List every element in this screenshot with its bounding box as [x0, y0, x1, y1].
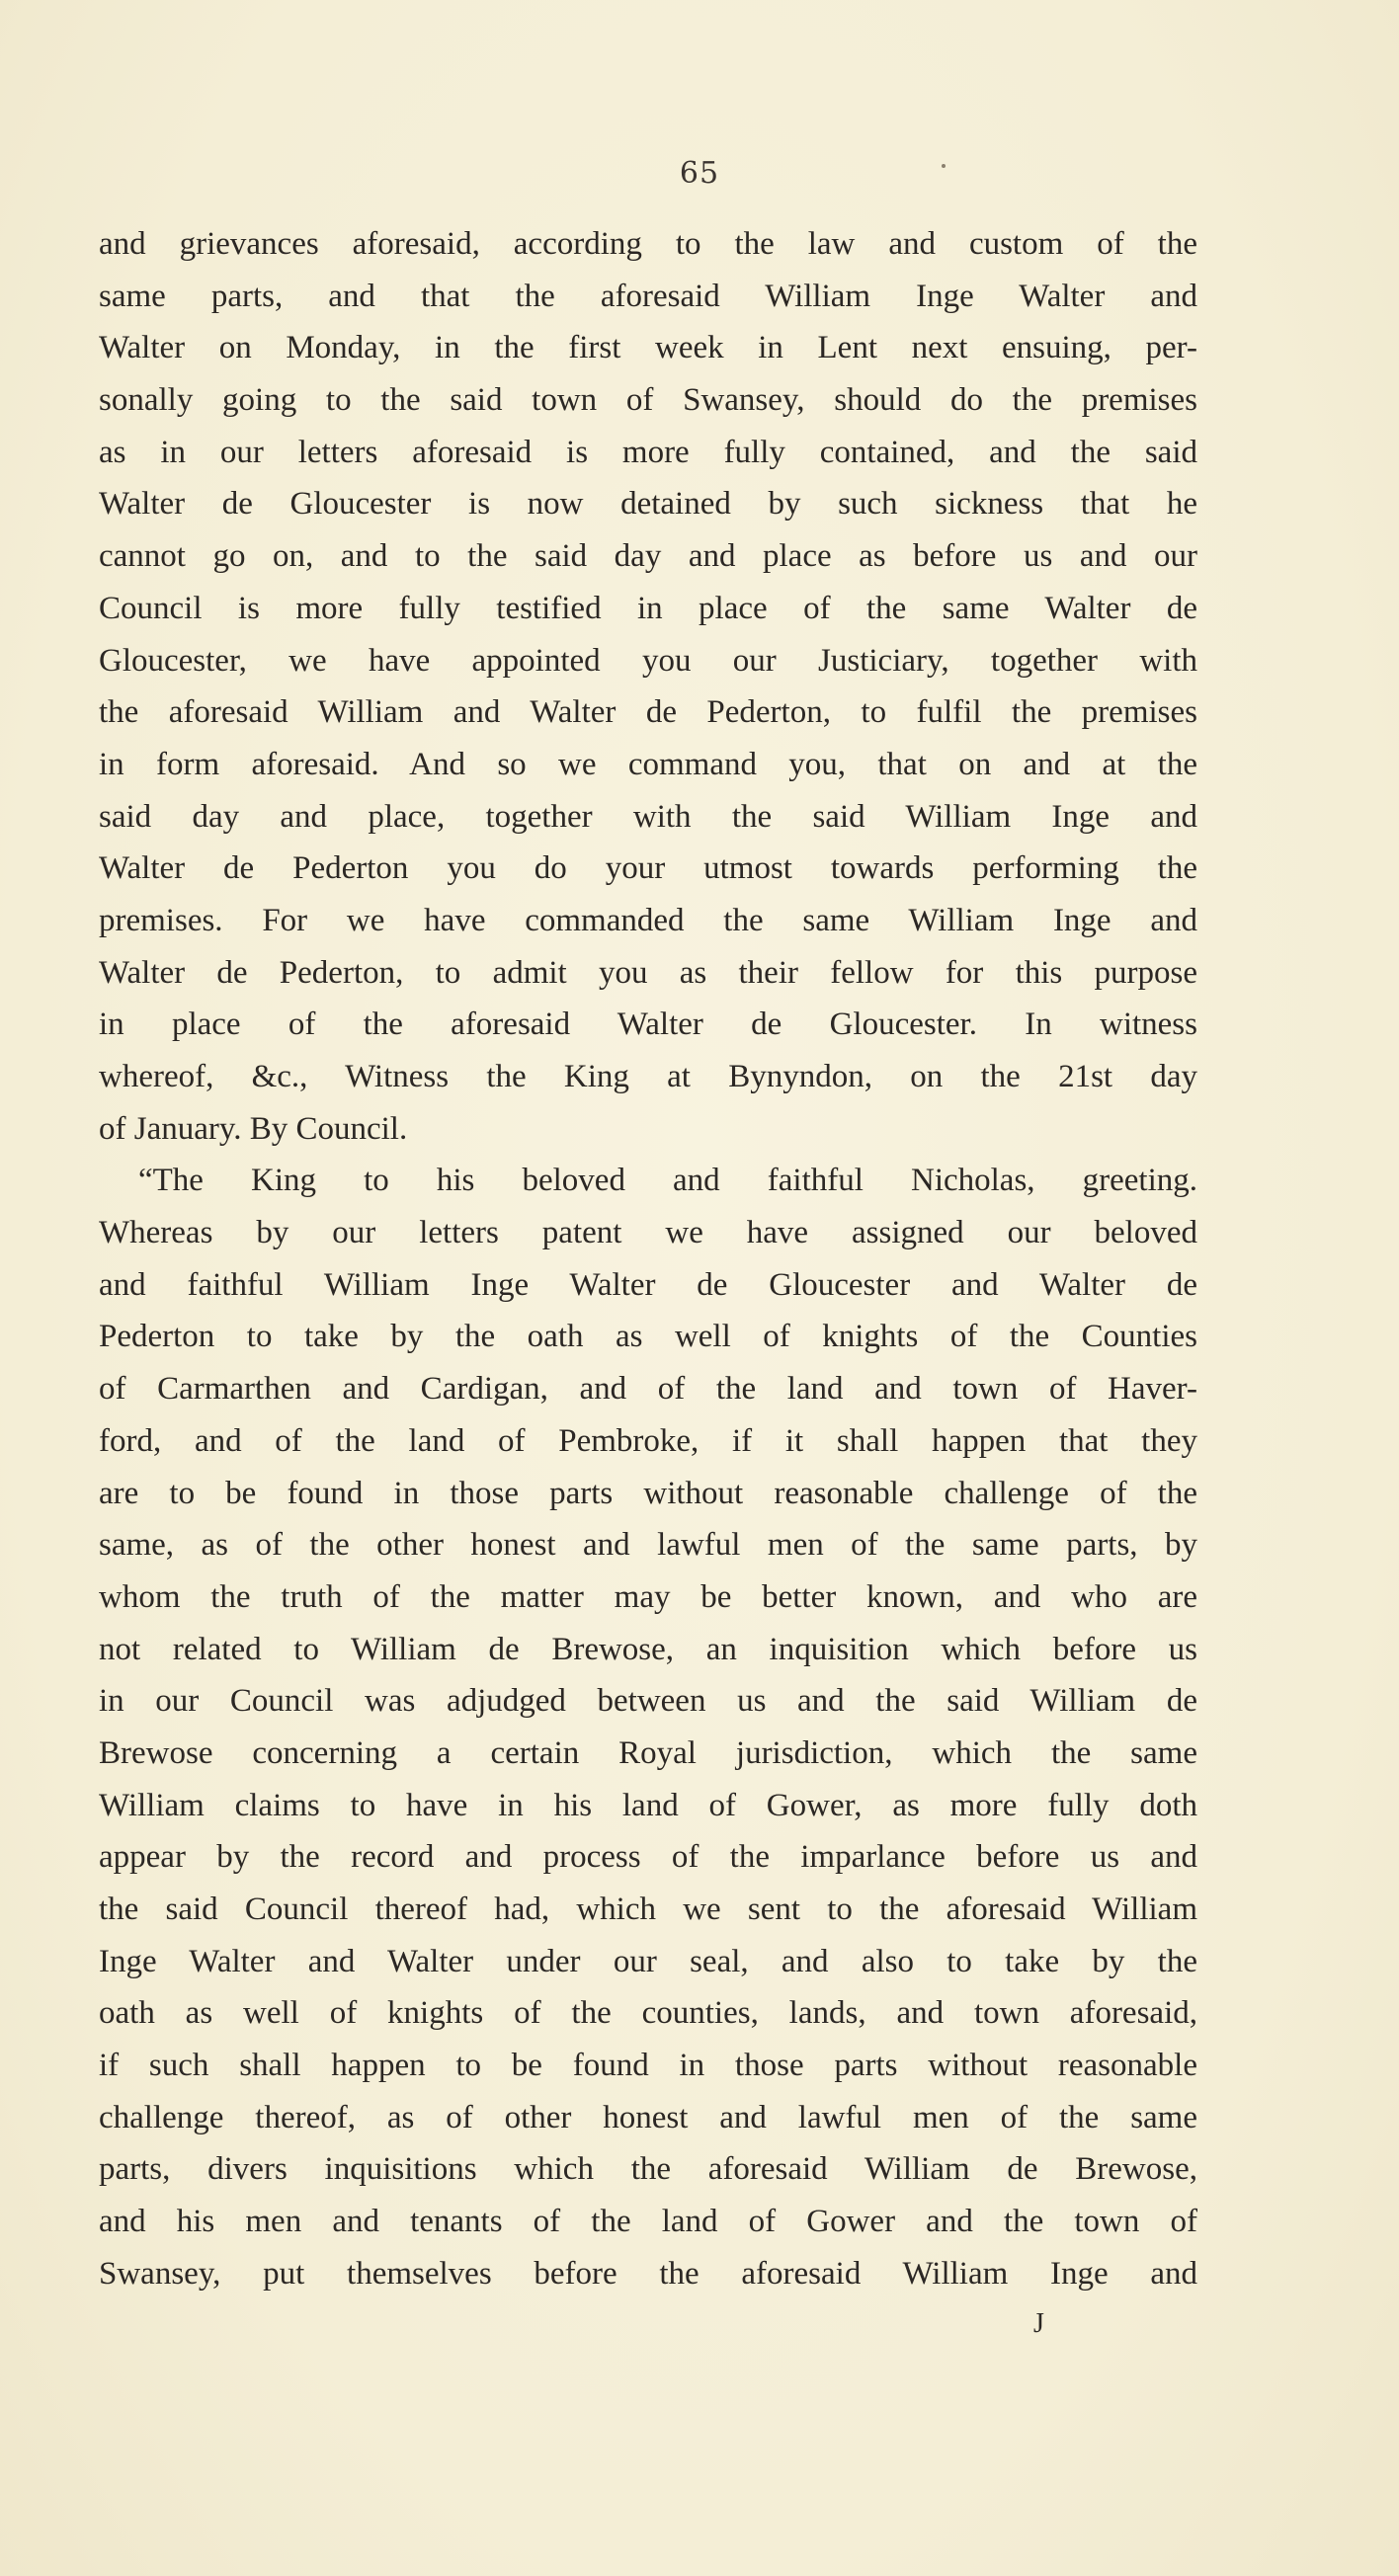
- text-line: same parts, and that the aforesaid William Inge Walter and: [99, 278, 1197, 314]
- page-number: 65: [679, 156, 720, 191]
- text-line: ford, and of the land of Pembroke, if it shall happen that they: [99, 1422, 1197, 1459]
- text-line: if such shall happen to be found in those parts without reasonable: [99, 2048, 1197, 2084]
- text-line: “The King to his beloved and faithful Nicholas, greeting.: [138, 1163, 1197, 1199]
- signature-mark: J: [1033, 2308, 1044, 2339]
- text-line: are to be found in those parts without reasonable challenge of the: [99, 1475, 1197, 1511]
- text-line: Walter de Gloucester is now detained by such sickness that he: [99, 486, 1197, 523]
- text-line: and his men and tenants of the land of Gower and the town of: [99, 2204, 1197, 2240]
- text-line: appear by the record and process of the imparlance before us and: [99, 1839, 1197, 1876]
- text-line: parts, divers inquisitions which the aforesaid William de Brewose,: [99, 2151, 1197, 2188]
- text-line: Walter on Monday, in the first week in Lent next ensuing, per-: [99, 330, 1197, 366]
- text-line: as in our letters aforesaid is more fully contained, and the said: [99, 434, 1197, 470]
- text-line: Inge Walter and Walter under our seal, and also to take by the: [99, 1943, 1197, 1979]
- text-line: of Carmarthen and Cardigan, and of the land and town of Haver-: [99, 1371, 1197, 1408]
- text-line: Whereas by our letters patent we have assigned our beloved: [99, 1215, 1197, 1251]
- text-line: same, as of the other honest and lawful men of the same parts, by: [99, 1527, 1197, 1564]
- text-line: in our Council was adjudged between us and the said William de: [99, 1683, 1197, 1720]
- text-line: whereof, &c., Witness the King at Bynyndon, on the 21st day: [99, 1059, 1197, 1094]
- text-line: challenge thereof, as of other honest and lawful men of the same: [99, 2099, 1197, 2135]
- text-line: in place of the aforesaid Walter de Gloucester. In witness: [99, 1006, 1197, 1043]
- text-line: oath as well of knights of the counties, lands, and town aforesaid,: [99, 1995, 1197, 2032]
- text-line: the said Council thereof had, which we sent to the aforesaid William: [99, 1892, 1197, 1927]
- text-line: cannot go on, and to the said day and place as before us and our: [99, 538, 1197, 575]
- text-line: said day and place, together with the said William Inge and: [99, 798, 1197, 835]
- body-text: [99, 218, 1197, 2300]
- text-line: Walter de Pederton, to admit you as their fellow for this purpose: [99, 954, 1197, 991]
- text-line: Brewose concerning a certain Royal jurisdiction, which the same: [99, 1734, 1197, 1771]
- text-line: the aforesaid William and Walter de Pederton, to fulfil the premises: [99, 694, 1197, 731]
- text-line: and grievances aforesaid, according to the law and custom of the: [99, 226, 1197, 262]
- text-line: Council is more fully testified in place of the same Walter de: [99, 590, 1197, 626]
- text-line: of January. By Council.: [99, 1110, 408, 1147]
- text-line: Swansey, put themselves before the aforesaid William Inge and: [99, 2255, 1197, 2292]
- text-line: premises. For we have commanded the same William Inge and: [99, 902, 1197, 938]
- text-line: Walter de Pederton you do your utmost towards performing the: [99, 850, 1197, 887]
- text-line: Pederton to take by the oath as well of knights of the Counties: [99, 1319, 1197, 1355]
- text-line: whom the truth of the matter may be better known, and who are: [99, 1578, 1197, 1615]
- text-line: sonally going to the said town of Swansey, should do the premises: [99, 382, 1197, 419]
- text-line: not related to William de Brewose, an inquisition which before us: [99, 1631, 1197, 1667]
- text-line: Gloucester, we have appointed you our Justiciary, together with: [99, 642, 1197, 679]
- text-line: and faithful William Inge Walter de Gloucester and Walter de: [99, 1266, 1197, 1303]
- text-line: in form aforesaid. And so we command you, that on and at the: [99, 746, 1197, 782]
- text-line: William claims to have in his land of Gower, as more fully doth: [99, 1787, 1197, 1823]
